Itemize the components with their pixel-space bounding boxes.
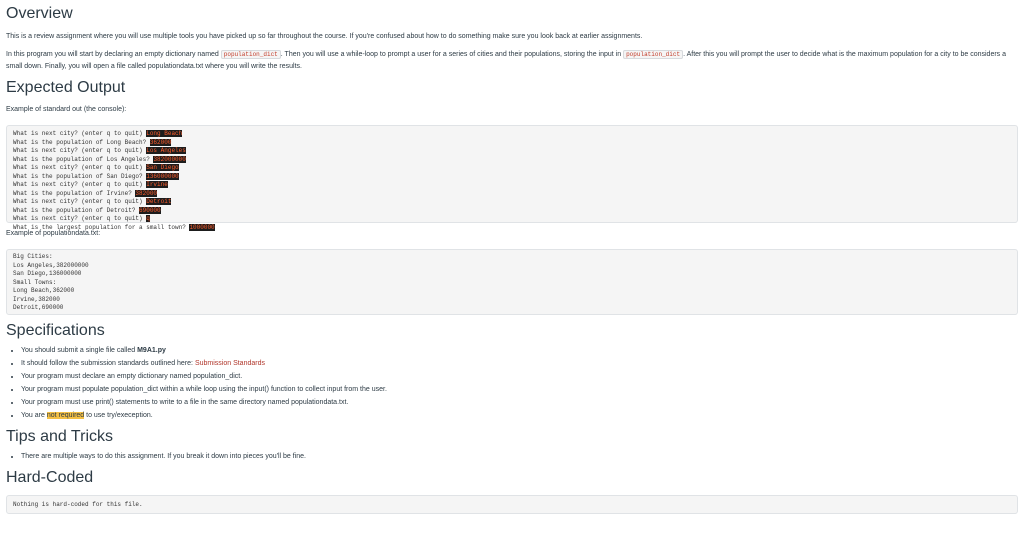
console-prompt: What is the population of Los Angeles?: [13, 155, 154, 163]
spec-item-print: • Your program must use print() statements to write to a file in the same directory named populationdata.txt.: [21, 396, 1018, 409]
console-user-input: q: [146, 215, 150, 222]
console-prompt: What is the largest population for a small town?: [13, 223, 190, 231]
hard-coded-code-block: Nothing is hard-coded for this file.: [6, 495, 1018, 514]
console-user-input: 382000000: [153, 155, 186, 163]
populationdata-file-block: [6, 249, 1018, 315]
spec-item-standards: [21, 357, 1018, 370]
file-line: Small Towns:: [13, 278, 57, 286]
console-user-input: Los Angeles: [146, 147, 186, 154]
console-user-input: 136000000: [146, 172, 179, 180]
console-prompt: What is next city? (enter q to quit): [13, 130, 147, 137]
spec-item-text-end: to use try/exeception.: [84, 412, 153, 419]
overview-text-1: In this program you will start by declaring an empty dictionary named: [6, 51, 221, 58]
overview-text-3: . After this you will prompt the user to decide what is the maximum population for a city to be considers a small down. Finally, you will open a file called populationdata.txt where you will write the results.: [6, 51, 1007, 70]
file-line: Big Cities:: [13, 253, 53, 260]
overview-intro: This is a review assignment where you will use multiple tools you have picked up so far throughout the course. If you're confused about how to do something make sure you look back at earlier assignments.: [6, 33, 643, 40]
console-prompt: What is the population of Detroit?: [13, 206, 140, 214]
spec-item-text: You should submit a single file called: [21, 347, 138, 354]
console-prompt: What is next city? (enter q to quit): [13, 181, 147, 188]
console-user-input: San Diego: [146, 164, 179, 171]
spec-item-dictionary: • Your program must declare an empty dictionary named population_dict.: [21, 370, 1018, 383]
file-line: Detroit,690000: [13, 304, 64, 311]
hard-coded-heading: Hard-Coded: [6, 469, 94, 486]
tips-list: [6, 450, 1018, 463]
inline-code-population-dict: population_dict: [221, 50, 281, 59]
overview-text-2: . Then you will use a while-loop to prompt a user for a series of cities and their populations, storing the input in: [280, 51, 624, 58]
tips-heading: Tips and Tricks: [6, 428, 113, 445]
spec-item-submit-file: [21, 344, 1018, 357]
file-line: Irvine,382000: [13, 295, 60, 303]
submission-standards-link[interactable]: Submission Standards: [194, 360, 265, 367]
highlighted-not-required: not required: [46, 412, 85, 419]
spec-item-try-except: [21, 409, 1018, 422]
console-prompt: What is next city? (enter q to quit): [13, 198, 147, 205]
file-line: Los Angeles,382000000: [13, 261, 89, 269]
console-prompt: What is the population of Irvine?: [13, 189, 136, 197]
file-line: Long Beach,362000: [13, 287, 75, 294]
console-prompt: What is the population of Long Beach?: [13, 138, 150, 146]
file-line: San Diego,136000000: [13, 270, 82, 277]
console-example-label: Example of standard out (the console):: [6, 106, 127, 113]
console-user-input: 1000000: [189, 223, 215, 231]
specifications-list: [6, 344, 1018, 422]
console-prompt: What is next city? (enter q to quit): [13, 164, 147, 171]
file-example-label: Example of populationdata.txt:: [6, 230, 101, 237]
spec-item-text: It should follow the submission standards outlined here:: [21, 360, 195, 367]
spec-item-while-loop: • Your program must populate population_dict within a while loop using the input() function to collect input from the user.: [21, 383, 1018, 396]
console-prompt: What is next city? (enter q to quit): [13, 215, 147, 222]
console-output-block: [6, 125, 1018, 231]
console-user-input: Long Beach: [146, 130, 183, 137]
spec-item-text: You are: [21, 412, 47, 419]
console-user-input: Detroit: [146, 198, 172, 205]
console-user-input: 382000: [135, 189, 158, 197]
specifications-heading: Specifications: [6, 322, 105, 339]
console-user-input: 362000: [149, 138, 172, 146]
tip-item: • There are multiple ways to do this assignment. If you break it down into pieces you'll be fine.: [21, 450, 1018, 463]
console-prompt: What is next city? (enter q to quit): [13, 147, 147, 154]
console-user-input: 690000: [139, 206, 161, 214]
overview-heading: Overview: [6, 5, 73, 22]
console-user-input: Irvine: [146, 181, 168, 188]
console-prompt: What is the population of San Diego?: [13, 172, 147, 180]
overview-paragraph: [6, 49, 1018, 73]
expected-output-heading: Expected Output: [6, 79, 126, 96]
inline-code-population-dict-2: population_dict: [623, 50, 683, 59]
spec-filename: M9A1.py: [137, 347, 166, 354]
